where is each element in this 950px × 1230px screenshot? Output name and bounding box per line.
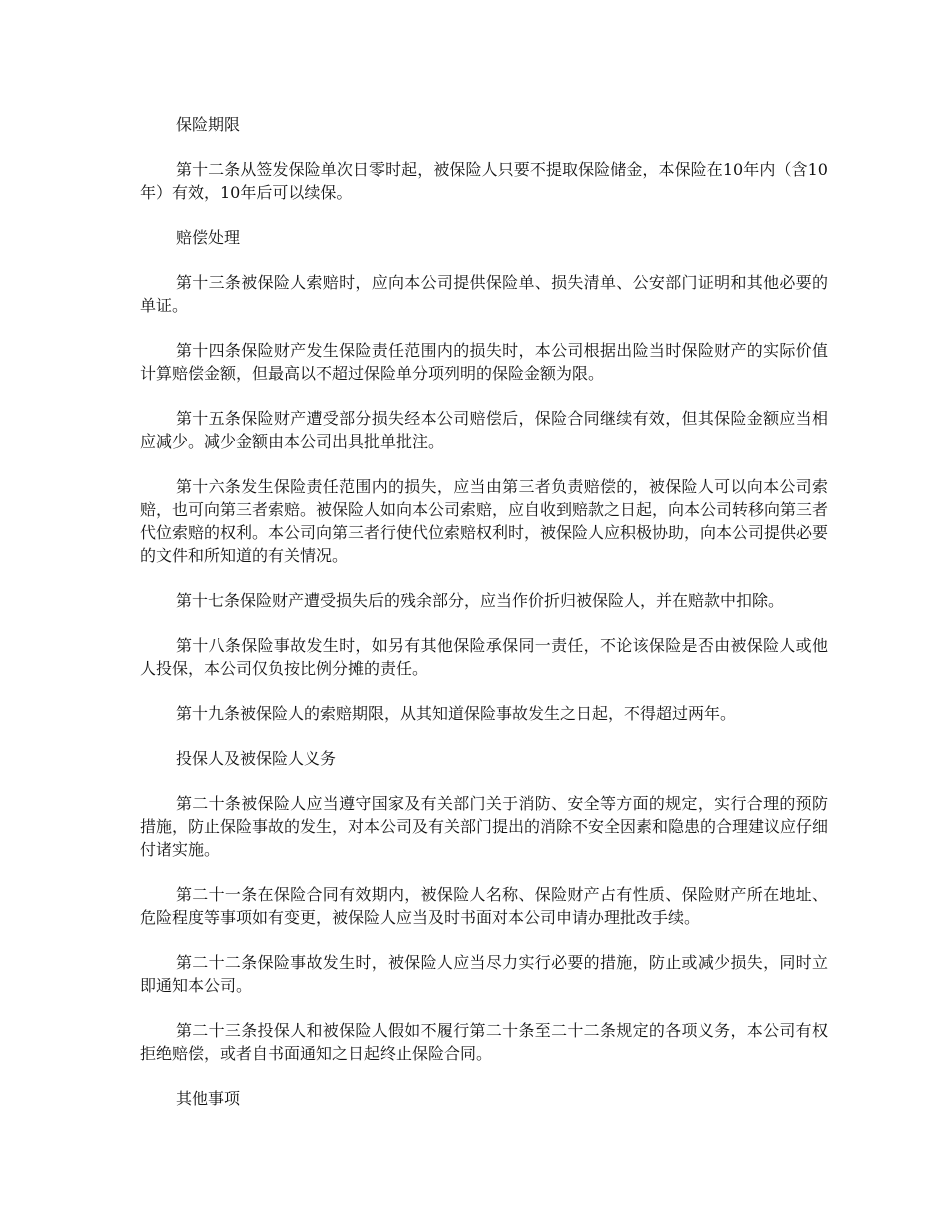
section-heading: 其他事项 [176,1089,241,1108]
paragraph: 第十五条保险财产遭受部分损失经本公司赔偿后，保险合同继续有效，但其保险金额应当相应减少。减少金额由本公司出具批单批注。 [140,409,828,451]
paragraph: 第十四条保险财产发生保险责任范围内的损失时，本公司根据出险当时保险财产的实际价值计算赔偿金额，但最高以不超过保险单分项列明的保险金额为限。 [140,341,828,383]
paragraph: 第十三条被保险人索赔时，应向本公司提供保险单、损失清单、公安部门证明和其他必要的单证。 [140,273,828,315]
section-heading: 赔偿处理 [176,228,241,247]
paragraph: 第二十三条投保人和被保险人假如不履行第二十条至二十二条规定的各项义务，本公司有权拒绝赔偿，或者自书面通知之日起终止保险合同。 [140,1021,828,1063]
paragraph: 第十六条发生保险责任范围内的损失，应当由第三者负责赔偿的，被保险人可以向本公司索赔，也可向第三者索赔。被保险人如向本公司索赔，应自收到赔款之日起，向本公司转移向第三者代位索赔的权利。本公司向第三者行使代位索赔权利时，被保险人应积极协助，向本公司提供必要的文件和所知道的有关情况。 [140,477,829,565]
section-heading: 保险期限 [176,115,241,134]
paragraph: 第二十二条保险事故发生时，被保险人应当尽力实行必要的措施，防止或减少损失，同时立即通知本公司。 [140,953,828,995]
paragraph: 第十二条从签发保险单次日零时起，被保险人只要不提取保险储金，本保险在10年内（含10年）有效，10年后可以续保。 [140,160,828,202]
paragraph: 第十七条保险财产遭受损失后的残余部分，应当作价折归被保险人，并在赔款中扣除。 [176,591,785,610]
paragraph: 第二十条被保险人应当遵守国家及有关部门关于消防、安全等方面的规定，实行合理的预防措施，防止保险事故的发生，对本公司及有关部门提出的消除不安全因素和隐患的合理建议应仔细付诸实施。 [140,794,829,859]
paragraph: 第十八条保险事故发生时，如另有其他保险承保同一责任，不论该保险是否由被保险人或他人投保，本公司仅负按比例分摊的责任。 [140,636,828,678]
section-heading: 投保人及被保险人义务 [176,749,337,768]
paragraph: 第十九条被保险人的索赔期限，从其知道保险事故发生之日起，不得超过两年。 [176,704,737,723]
document-page [140,113,828,1132]
paragraph: 第二十一条在保险合同有效期内，被保险人名称、保险财产占有性质、保险财产所在地址、危险程度等事项如有变更，被保险人应当及时书面对本公司申请办理批改手续。 [140,885,828,927]
